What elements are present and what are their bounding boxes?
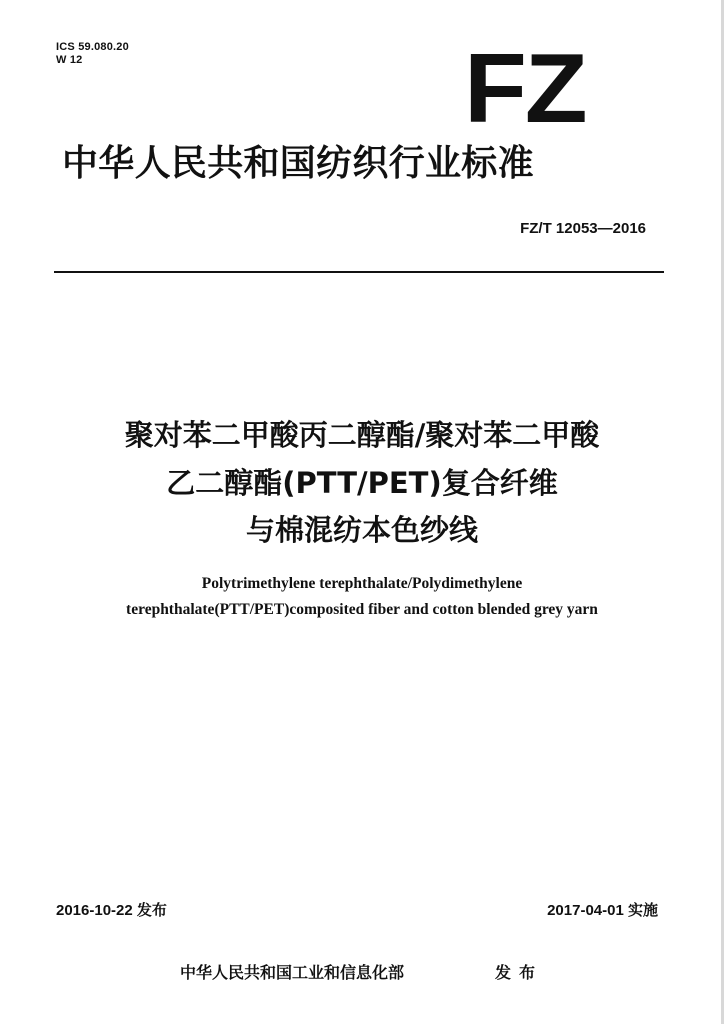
organization-title: 中华人民共和国纺织行业标准 bbox=[62, 143, 534, 184]
header-divider bbox=[54, 271, 664, 273]
ccs-code: W 12 bbox=[56, 54, 83, 66]
issuing-authority: 中华人民共和国工业和信息化部 bbox=[180, 963, 405, 982]
english-title-line-1: Polytrimethylene terephthalate/Polydimethylene bbox=[201, 575, 523, 592]
english-title-line-2: terephthalate(PTT/PET)composited fiber and cotton blended grey yarn bbox=[126, 601, 598, 618]
issue-label: 发布 bbox=[495, 963, 544, 982]
issue-date: 2016-10-22 发布 bbox=[56, 902, 167, 919]
chinese-title-line-3: 与棉混纺本色纱线 bbox=[245, 513, 478, 547]
chinese-title-line-2: 乙二醇酯(PTT/PET)复合纤维 bbox=[166, 466, 558, 500]
fz-logo-text: FZ bbox=[464, 33, 586, 143]
standard-number: FZ/T 12053—2016 bbox=[520, 220, 646, 237]
ics-code: ICS 59.080.20 bbox=[56, 41, 129, 53]
chinese-title-line-1: 聚对苯二甲酸丙二醇酯/聚对苯二甲酸 bbox=[124, 418, 600, 452]
implementation-date: 2017-04-01 实施 bbox=[547, 902, 658, 919]
fz-logo bbox=[464, 33, 632, 143]
